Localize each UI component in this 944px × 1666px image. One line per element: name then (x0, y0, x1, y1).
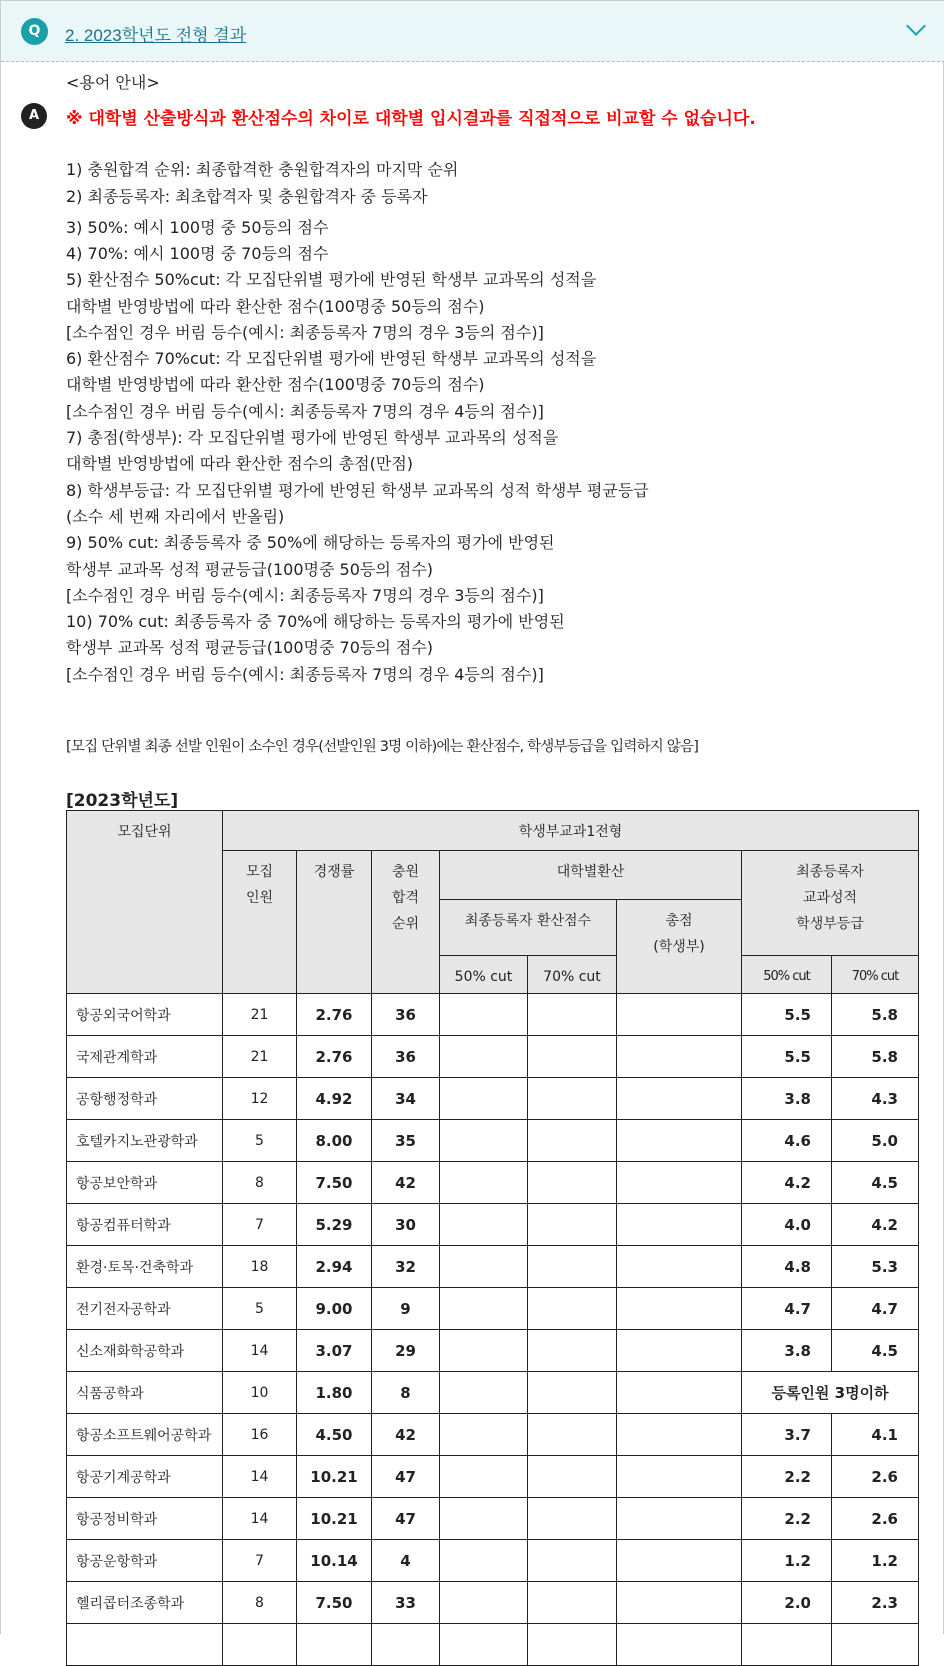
cell-empty (832, 1624, 919, 1666)
term-line: 6) 환산점수 70%cut: 각 모집단위별 평가에 반영된 학생부 교과목의 성적을 (66, 349, 597, 369)
question-header[interactable] (1, 0, 944, 62)
header-g50: 50% cut (742, 956, 832, 994)
cell-ratio: 8.00 (297, 1120, 372, 1162)
cell-quota: 10 (223, 1372, 297, 1414)
cell-unit: 항공보안학과 (67, 1162, 223, 1204)
table-row (67, 1582, 919, 1624)
cell-rank: 42 (372, 1162, 440, 1204)
cell-c50 (440, 1372, 528, 1414)
table-row (67, 1456, 919, 1498)
cell-quota: 14 (223, 1330, 297, 1372)
cell-g70: 4.5 (832, 1330, 919, 1372)
cell-rank: 29 (372, 1330, 440, 1372)
cell-total (617, 1330, 742, 1372)
cell-g50: 1.2 (742, 1540, 832, 1582)
term-line: 2) 최종등록자: 최초합격자 및 충원합격자 중 등록자 (66, 187, 428, 206)
cell-rank: 47 (372, 1456, 440, 1498)
term-line: 학생부 교과목 성적 평균등급(100명중 50등의 점수) (66, 559, 434, 579)
cell-total (617, 1162, 742, 1204)
cell-rank: 32 (372, 1246, 440, 1288)
cell-empty (528, 1624, 617, 1666)
cell-rank: 8 (372, 1372, 440, 1414)
cell-quota: 5 (223, 1120, 297, 1162)
cell-g70: 4.7 (832, 1288, 919, 1330)
term-line: (소수 세 번째 자리에서 반올림) (66, 506, 285, 526)
cell-quota: 12 (223, 1078, 297, 1120)
question-title-link[interactable]: 2. 2023학년도 전형 결과 (65, 26, 247, 45)
chevron-down-icon[interactable] (906, 16, 926, 36)
cell-g50: 4.2 (742, 1162, 832, 1204)
cell-c70 (528, 1498, 617, 1540)
cell-c70 (528, 1120, 617, 1162)
cell-ratio: 1.80 (297, 1372, 372, 1414)
cell-quota: 21 (223, 1036, 297, 1078)
cell-ratio: 7.50 (297, 1162, 372, 1204)
header-c70: 70% cut (528, 956, 617, 994)
term-line: 8) 학생부등급: 각 모집단위별 평가에 반영된 학생부 교과목의 성적 학생부 평균등급 (66, 480, 649, 500)
cell-total (617, 1246, 742, 1288)
cell-unit: 항공컴퓨터학과 (67, 1204, 223, 1246)
cell-ratio: 3.07 (297, 1330, 372, 1372)
term-line: 7) 총점(학생부): 각 모집단위별 평가에 반영된 학생부 교과목의 성적을 (66, 428, 559, 447)
cell-g70: 2.3 (832, 1582, 919, 1624)
term-line: 1) 충원합격 순위: 최종합격한 충원합격자의 마지막 순위 (66, 160, 459, 179)
cell-rank: 42 (372, 1414, 440, 1456)
cell-quota: 18 (223, 1246, 297, 1288)
term-line: 4) 70%: 예시 100명 중 70등의 점수 (66, 243, 329, 263)
cell-empty (617, 1624, 742, 1666)
cell-g70: 5.8 (832, 1036, 919, 1078)
cell-quota: 21 (223, 994, 297, 1036)
cell-total (617, 1540, 742, 1582)
cell-g50: 2.2 (742, 1456, 832, 1498)
term-line: 3) 50%: 예시 100명 중 50등의 점수 (66, 217, 329, 237)
cell-c50 (440, 1330, 528, 1372)
term-line: 5) 환산점수 50%cut: 각 모집단위별 평가에 반영된 학생부 교과목의 성적을 (66, 270, 597, 290)
cell-g70: 5.8 (832, 994, 919, 1036)
table-row (67, 994, 919, 1036)
cell-total (617, 1036, 742, 1078)
cell-ratio: 7.50 (297, 1582, 372, 1624)
cell-g50: 4.8 (742, 1246, 832, 1288)
cell-total (617, 1288, 742, 1330)
cell-g50: 4.7 (742, 1288, 832, 1330)
header-c50: 50% cut (440, 956, 528, 994)
cell-c50 (440, 1414, 528, 1456)
cell-ratio: 2.76 (297, 1036, 372, 1078)
cell-g50: 3.8 (742, 1078, 832, 1120)
cell-rank: 36 (372, 994, 440, 1036)
cell-c50 (440, 1120, 528, 1162)
cell-unit: 식품공학과 (67, 1372, 223, 1414)
cell-quota: 7 (223, 1540, 297, 1582)
cell-unit: 국제관계학과 (67, 1036, 223, 1078)
term-line: 대학별 반영방법에 따라 환산한 점수의 총점(만점) (66, 454, 414, 474)
terms-heading: <용어 안내> (66, 73, 160, 92)
cell-unit: 전기전자공학과 (67, 1288, 223, 1330)
table-row-partial (67, 1624, 919, 1666)
table-row (67, 1078, 919, 1120)
cell-ratio: 10.21 (297, 1498, 372, 1540)
header-quota: 모집 인원 (223, 851, 297, 994)
cell-g50: 2.0 (742, 1582, 832, 1624)
cell-c70 (528, 1456, 617, 1498)
cell-rank: 35 (372, 1120, 440, 1162)
cell-c70 (528, 1540, 617, 1582)
a-badge: A (21, 103, 47, 129)
cell-rank: 47 (372, 1498, 440, 1540)
cell-c50 (440, 1036, 528, 1078)
cell-total (617, 994, 742, 1036)
cell-g50: 4.0 (742, 1204, 832, 1246)
cell-g70: 2.6 (832, 1498, 919, 1540)
table-row (67, 1162, 919, 1204)
cell-total (617, 1372, 742, 1414)
cell-g70: 4.1 (832, 1414, 919, 1456)
cell-ratio: 10.21 (297, 1456, 372, 1498)
cell-empty (223, 1624, 297, 1666)
cell-c50 (440, 1498, 528, 1540)
cell-ratio: 9.00 (297, 1288, 372, 1330)
cell-ratio: 2.94 (297, 1246, 372, 1288)
cell-c70 (528, 1372, 617, 1414)
cell-ratio: 5.29 (297, 1204, 372, 1246)
cell-unit: 공항행정학과 (67, 1078, 223, 1120)
cell-empty (67, 1624, 223, 1666)
cell-quota: 14 (223, 1498, 297, 1540)
table-row (67, 1288, 919, 1330)
term-line: 10) 70% cut: 최종등록자 중 70%에 해당하는 등록자의 평가에 반영된 (66, 612, 565, 632)
cell-ratio: 2.76 (297, 994, 372, 1036)
cell-quota: 8 (223, 1582, 297, 1624)
cell-quota: 14 (223, 1456, 297, 1498)
cell-c70 (528, 1246, 617, 1288)
header-conv: 대학별환산 (440, 851, 742, 900)
table-row (67, 1204, 919, 1246)
cell-c50 (440, 1162, 528, 1204)
cell-g50: 5.5 (742, 994, 832, 1036)
cell-c70 (528, 994, 617, 1036)
table-row (67, 1372, 919, 1414)
cell-rank: 36 (372, 1036, 440, 1078)
cell-grade-merged: 등록인원 3명이하 (742, 1372, 919, 1414)
cell-c70 (528, 1036, 617, 1078)
cell-c50 (440, 1456, 528, 1498)
table-row (67, 1036, 919, 1078)
cell-rank: 9 (372, 1288, 440, 1330)
cell-total (617, 1204, 742, 1246)
cell-c50 (440, 1078, 528, 1120)
cell-c70 (528, 1204, 617, 1246)
cell-total (617, 1078, 742, 1120)
header-ratio: 경쟁률 (297, 851, 372, 994)
header-unit: 모집단위 (67, 811, 223, 994)
cell-quota: 16 (223, 1414, 297, 1456)
cell-c50 (440, 994, 528, 1036)
cell-empty (372, 1624, 440, 1666)
cell-c50 (440, 1204, 528, 1246)
cell-g70: 5.0 (832, 1120, 919, 1162)
cell-g50: 5.5 (742, 1036, 832, 1078)
cell-c70 (528, 1414, 617, 1456)
cell-rank: 4 (372, 1540, 440, 1582)
header-total: 총점 (학생부) (617, 900, 742, 994)
cell-g50: 2.2 (742, 1498, 832, 1540)
cell-rank: 34 (372, 1078, 440, 1120)
header-rank: 충원 합격 순위 (372, 851, 440, 994)
cell-unit: 항공소프트웨어공학과 (67, 1414, 223, 1456)
cell-unit: 항공기계공학과 (67, 1456, 223, 1498)
cell-c50 (440, 1540, 528, 1582)
cell-unit: 항공외국어학과 (67, 994, 223, 1036)
cell-c70 (528, 1078, 617, 1120)
table-row (67, 1330, 919, 1372)
header-grade: 최종등록자 교과성적 학생부등급 (742, 851, 919, 956)
cell-ratio: 10.14 (297, 1540, 372, 1582)
cell-quota: 7 (223, 1204, 297, 1246)
cell-quota: 8 (223, 1162, 297, 1204)
term-line: [소수점인 경우 버림 등수(예시: 최종등록자 7명의 경우 3등의 점수)] (66, 322, 544, 342)
cell-c70 (528, 1330, 617, 1372)
term-line: [소수점인 경우 버림 등수(예시: 최종등록자 7명의 경우 4등의 점수)] (66, 664, 544, 684)
table-row (67, 1246, 919, 1288)
term-line: 9) 50% cut: 최종등록자 중 50%에 해당하는 등록자의 평가에 반영된 (66, 533, 555, 553)
cell-unit: 환경·토목·건축학과 (67, 1246, 223, 1288)
cell-c50 (440, 1582, 528, 1624)
cell-total (617, 1120, 742, 1162)
cell-total (617, 1498, 742, 1540)
cell-unit: 항공운항학과 (67, 1540, 223, 1582)
cell-empty (440, 1624, 528, 1666)
term-line: [소수점인 경우 버림 등수(예시: 최종등록자 7명의 경우 4등의 점수)] (66, 401, 544, 421)
table-row (67, 1498, 919, 1540)
year-label: [2023학년도] (66, 791, 179, 811)
cell-total (617, 1456, 742, 1498)
term-line: 대학별 반영방법에 따라 환산한 점수(100명중 70등의 점수) (66, 375, 485, 395)
cell-unit: 항공정비학과 (67, 1498, 223, 1540)
cell-total (617, 1414, 742, 1456)
cell-g50: 3.7 (742, 1414, 832, 1456)
table-row (67, 1540, 919, 1582)
header-conv-score: 최종등록자 환산점수 (440, 900, 617, 956)
cell-empty (297, 1624, 372, 1666)
cell-g70: 1.2 (832, 1540, 919, 1582)
cell-c50 (440, 1246, 528, 1288)
cell-ratio: 4.92 (297, 1078, 372, 1120)
cell-g70: 5.3 (832, 1246, 919, 1288)
cell-g70: 4.3 (832, 1078, 919, 1120)
cell-g50: 3.8 (742, 1330, 832, 1372)
cell-unit: 호텔카지노관광학과 (67, 1120, 223, 1162)
cell-rank: 33 (372, 1582, 440, 1624)
cell-unit: 신소재화학공학과 (67, 1330, 223, 1372)
cell-ratio: 4.50 (297, 1414, 372, 1456)
results-table (66, 810, 919, 1666)
q-badge: Q (21, 18, 48, 45)
term-line: [소수점인 경우 버림 등수(예시: 최종등록자 7명의 경우 3등의 점수)] (66, 585, 544, 605)
header-g70: 70% cut (832, 956, 919, 994)
warning-text: ※ 대학별 산출방식과 환산점수의 차이로 대학별 입시결과를 직접적으로 비교할 수 없습니다. (66, 109, 756, 129)
cell-c70 (528, 1288, 617, 1330)
cell-c70 (528, 1582, 617, 1624)
cell-quota: 5 (223, 1288, 297, 1330)
term-line: 학생부 교과목 성적 평균등급(100명중 70등의 점수) (66, 638, 434, 658)
cell-g70: 4.2 (832, 1204, 919, 1246)
note-text: [모집 단위별 최종 선발 인원이 소수인 경우(선발인원 3명 이하)에는 환산점수, 학생부등급을 입력하지 않음] (66, 739, 699, 755)
cell-total (617, 1582, 742, 1624)
cell-unit: 헬리콥터조종학과 (67, 1582, 223, 1624)
table-row (67, 1120, 919, 1162)
cell-rank: 30 (372, 1204, 440, 1246)
cell-empty (742, 1624, 832, 1666)
cell-g50: 4.6 (742, 1120, 832, 1162)
cell-g70: 4.5 (832, 1162, 919, 1204)
term-line: 대학별 반영방법에 따라 환산한 점수(100명중 50등의 점수) (66, 296, 485, 316)
cell-g70: 2.6 (832, 1456, 919, 1498)
cell-c50 (440, 1288, 528, 1330)
header-track: 학생부교과1전형 (223, 811, 919, 851)
table-row (67, 1414, 919, 1456)
cell-c70 (528, 1162, 617, 1204)
